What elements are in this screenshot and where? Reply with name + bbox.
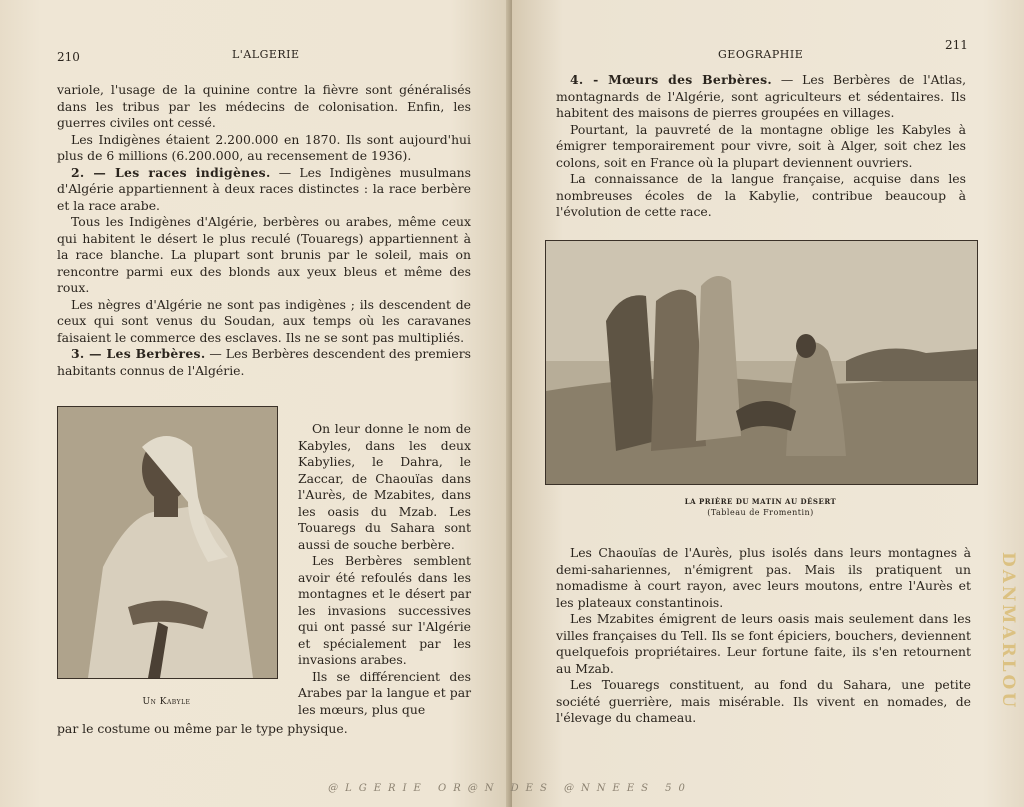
right-text-bottom — [556, 545, 971, 727]
paragraph: par le costume ou même par le type physique. — [57, 721, 348, 736]
paragraph: Les Berbères semblent avoir été refoulés dans les montagnes et le désert par les invasions successives qui ont passé sur l'Algérie et spécialement par les invasions arabes. — [298, 553, 471, 667]
painting-illustration — [546, 241, 977, 484]
paragraph: Tous les Indigènes d'Algérie, berbères ou arabes, même ceux qui habitent le désert le plus reculé (Touaregs) appartiennent à la race blanche. La plupart sont brunis par le soleil, mais on rencontre parmi eux des blonds aux yeux bleus et même des roux. — [57, 214, 471, 295]
section-heading: 4. - Mœurs des Berbères. — [570, 72, 772, 87]
paragraph: On leur donne le nom de Kabyles, dans les deux Kabylies, le Dahra, le Zaccar, de Chaouïas dans l'Aurès, de Mzabites, dans les oasis du Mzab. Les Touaregs du Sahara sont aussi de souche berbère. — [298, 421, 471, 552]
figure-caption: Un Kabyle — [142, 697, 191, 707]
kabyle-portrait — [57, 406, 278, 679]
figure-caption: LA PRIÈRE DU MATIN AU DÉSERT — [684, 497, 837, 506]
paragraph: Les Chaouïas de l'Aurès, plus isolés dans leurs montagnes à demi-sahariennes, n'émigrent pas. Mais ils pratiquent un nomadisme à court rayon, avec leurs moutons, entre l'Aurès et les plateaux constantinois. — [556, 545, 971, 610]
paragraph: Pourtant, la pauvreté de la montagne oblige les Kabyles à émigrer temporairement pour vivre, soit à Alger, soit chez les colons, soit en France où la plupart deviennent ouvriers. — [556, 121, 966, 170]
desert-prayer-painting — [545, 240, 978, 485]
paragraph: variole, l'usage de la quinine contre la fièvre sont généralisés dans les tribus par les médecins de colonisation. Enfin, les guerres civiles ont cessé. — [57, 82, 471, 130]
paragraph: La connaissance de la langue française, acquise dans les nombreuses écoles de la Kabylie, contribue beaucoup à l'évolution de cette race. — [556, 171, 966, 219]
section-3 — [57, 346, 471, 379]
right-page — [512, 0, 1024, 807]
paragraph: Les Mzabites émigrent de leurs oasis mais seulement dans les villes françaises du Tell. Ils se font épiciers, bouchers, deviennent quelquefois propriétaires. Leur fortune faite, ils s'en retournent au Mzab. — [556, 611, 971, 676]
paragraph: Les nègres d'Algérie ne sont pas indigènes ; ils descendent de ceux qui sont venus du Soudan, aux temps où les caravanes faisaient le commerce des esclaves. Ils ne se sont pas multipliés. — [57, 296, 471, 345]
left-last-line — [57, 721, 471, 738]
section-text: — Les Indigènes musulmans d'Algérie appartiennent à deux races distinctes : la race berbère et la race arabe. — [57, 164, 471, 213]
section-heading: 3. — Les Berbères. — [71, 346, 206, 361]
section-text: — Les Berbères de l'Atlas, montagnards de l'Algérie, sont agriculteurs et sédentaires. Ils habitent des maisons de pierres groupées en villages. — [556, 72, 967, 120]
collector-stamp: DANMARLOU — [998, 552, 1018, 711]
section-2 — [57, 165, 471, 215]
watermark-footer: @LGERIE OR@N DES @NNEES 50 — [328, 783, 692, 794]
running-header: GEOGRAPHIE — [718, 48, 804, 61]
paragraph: Ils se différencient des Arabes par la langue et par les mœurs, plus que — [298, 668, 471, 717]
section-heading: 2. — Les races indigènes. — [71, 164, 271, 180]
paragraph: Les Indigènes étaient 2.200.000 en 1870. Ils sont aujourd'hui plus de 6 millions (6.200.000, au recensement de 1936). — [57, 131, 471, 163]
paragraph: Les Touaregs constituent, au fond du Sahara, une petite société guerrière, mais misérable. Ils vivent en nomades, de l'élevage du chameau. — [556, 677, 971, 725]
left-text-top — [57, 82, 471, 379]
page-number: 211 — [945, 38, 968, 52]
left-text-column — [298, 389, 471, 718]
portrait-illustration — [58, 407, 277, 678]
figure-credit: (Tableau de Fromentin) — [707, 508, 814, 517]
section-4 — [556, 72, 966, 122]
running-header: L'ALGERIE — [232, 48, 300, 61]
section-text: — Les Berbères descendent des premiers habitants connus de l'Algérie. — [57, 346, 472, 378]
page-number: 210 — [57, 50, 80, 64]
right-text-top — [556, 72, 966, 221]
